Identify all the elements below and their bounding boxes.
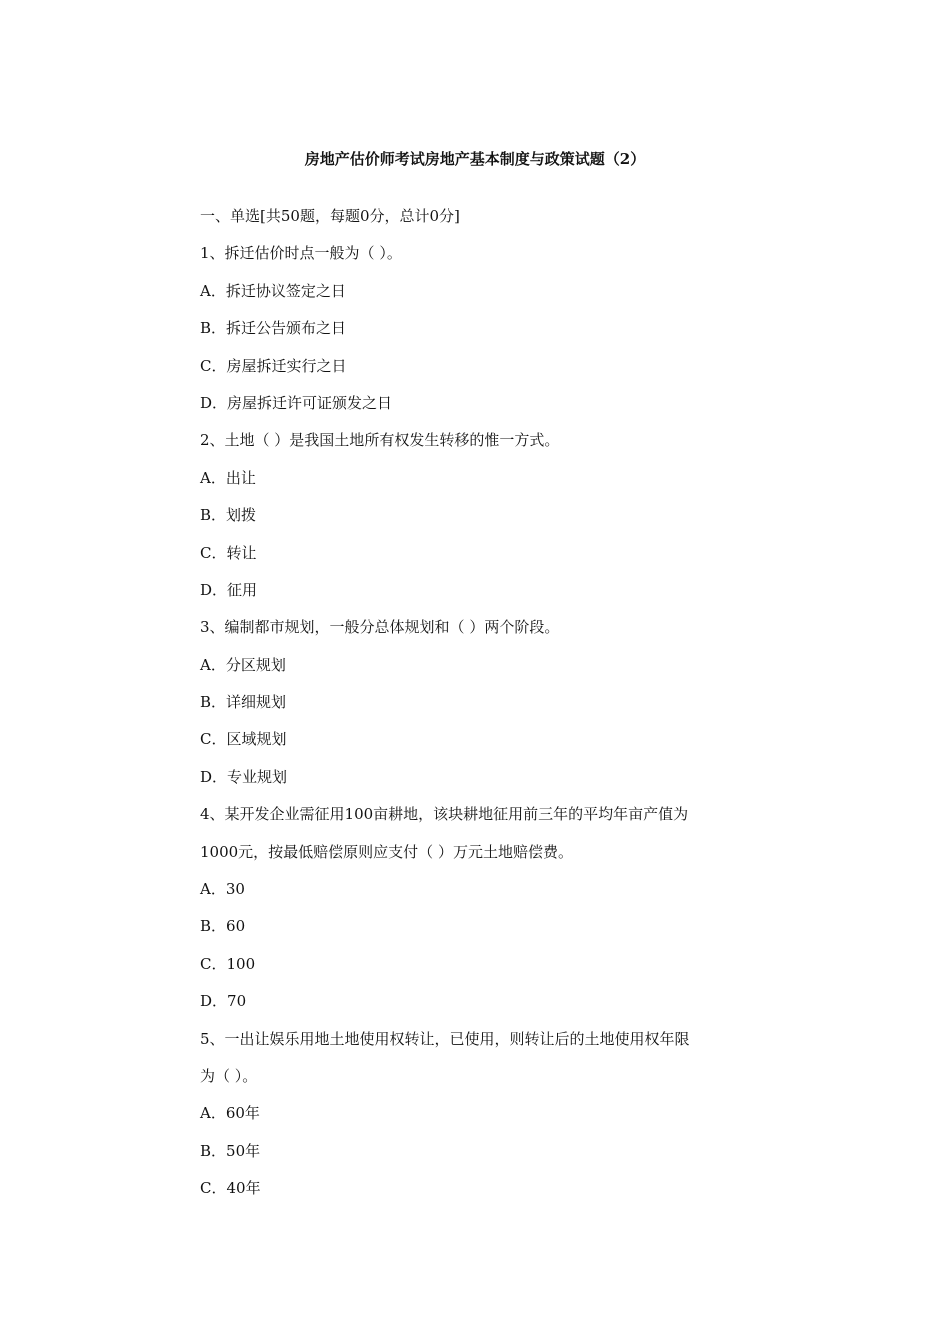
answer-option: D．专业规划 — [200, 767, 288, 786]
answer-option: A．拆迁协议签定之日 — [200, 281, 346, 300]
question-stem: 3、编制都市规划，一般分总体规划和（ ）两个阶段。 — [200, 618, 560, 637]
question-stem-continued: 为（ ）。 — [200, 1066, 258, 1085]
answer-option: A．30 — [200, 880, 245, 899]
answer-option: C．转让 — [200, 543, 257, 562]
document-body — [200, 198, 760, 1208]
answer-option: C．100 — [200, 954, 256, 973]
answer-option: D．70 — [200, 992, 247, 1011]
answer-option: D．征用 — [200, 580, 258, 599]
document-title: 房地产估价师考试房地产基本制度与政策试题（2） — [304, 150, 646, 168]
answer-option: A．分区规划 — [200, 655, 286, 674]
answer-option: A．60年 — [200, 1104, 260, 1123]
question-stem-continued: 1000元，按最低赔偿原则应支付（ ）万元土地赔偿费。 — [200, 842, 573, 861]
answer-option: C．区域规划 — [200, 730, 287, 749]
question-stem: 4、某开发企业需征用100亩耕地，该块耕地征用前三年的平均年亩产值为 — [200, 805, 689, 824]
answer-option: B．拆迁公告颁布之日 — [200, 319, 347, 338]
answer-option: D．房屋拆迁许可证颁发之日 — [200, 393, 393, 412]
answer-option: C．40年 — [200, 1179, 261, 1198]
answer-option: B．50年 — [200, 1141, 261, 1160]
question-stem: 1、拆迁估价时点一般为（ ）。 — [200, 244, 402, 263]
answer-option: B．详细规划 — [200, 693, 287, 712]
answer-option: A．出让 — [200, 468, 256, 487]
question-stem: 5、一出让娱乐用地土地使用权转让，已使用，则转让后的土地使用权年限 — [200, 1029, 690, 1048]
question-stem: 2、土地（ ）是我国土地所有权发生转移的惟一方式。 — [200, 431, 560, 450]
section-header: 一、单选[共50题，每题0分，总计0分] — [200, 207, 460, 225]
answer-option: B．划拨 — [200, 506, 257, 525]
answer-option: B．60 — [200, 917, 246, 936]
answer-option: C．房屋拆迁实行之日 — [200, 356, 347, 375]
